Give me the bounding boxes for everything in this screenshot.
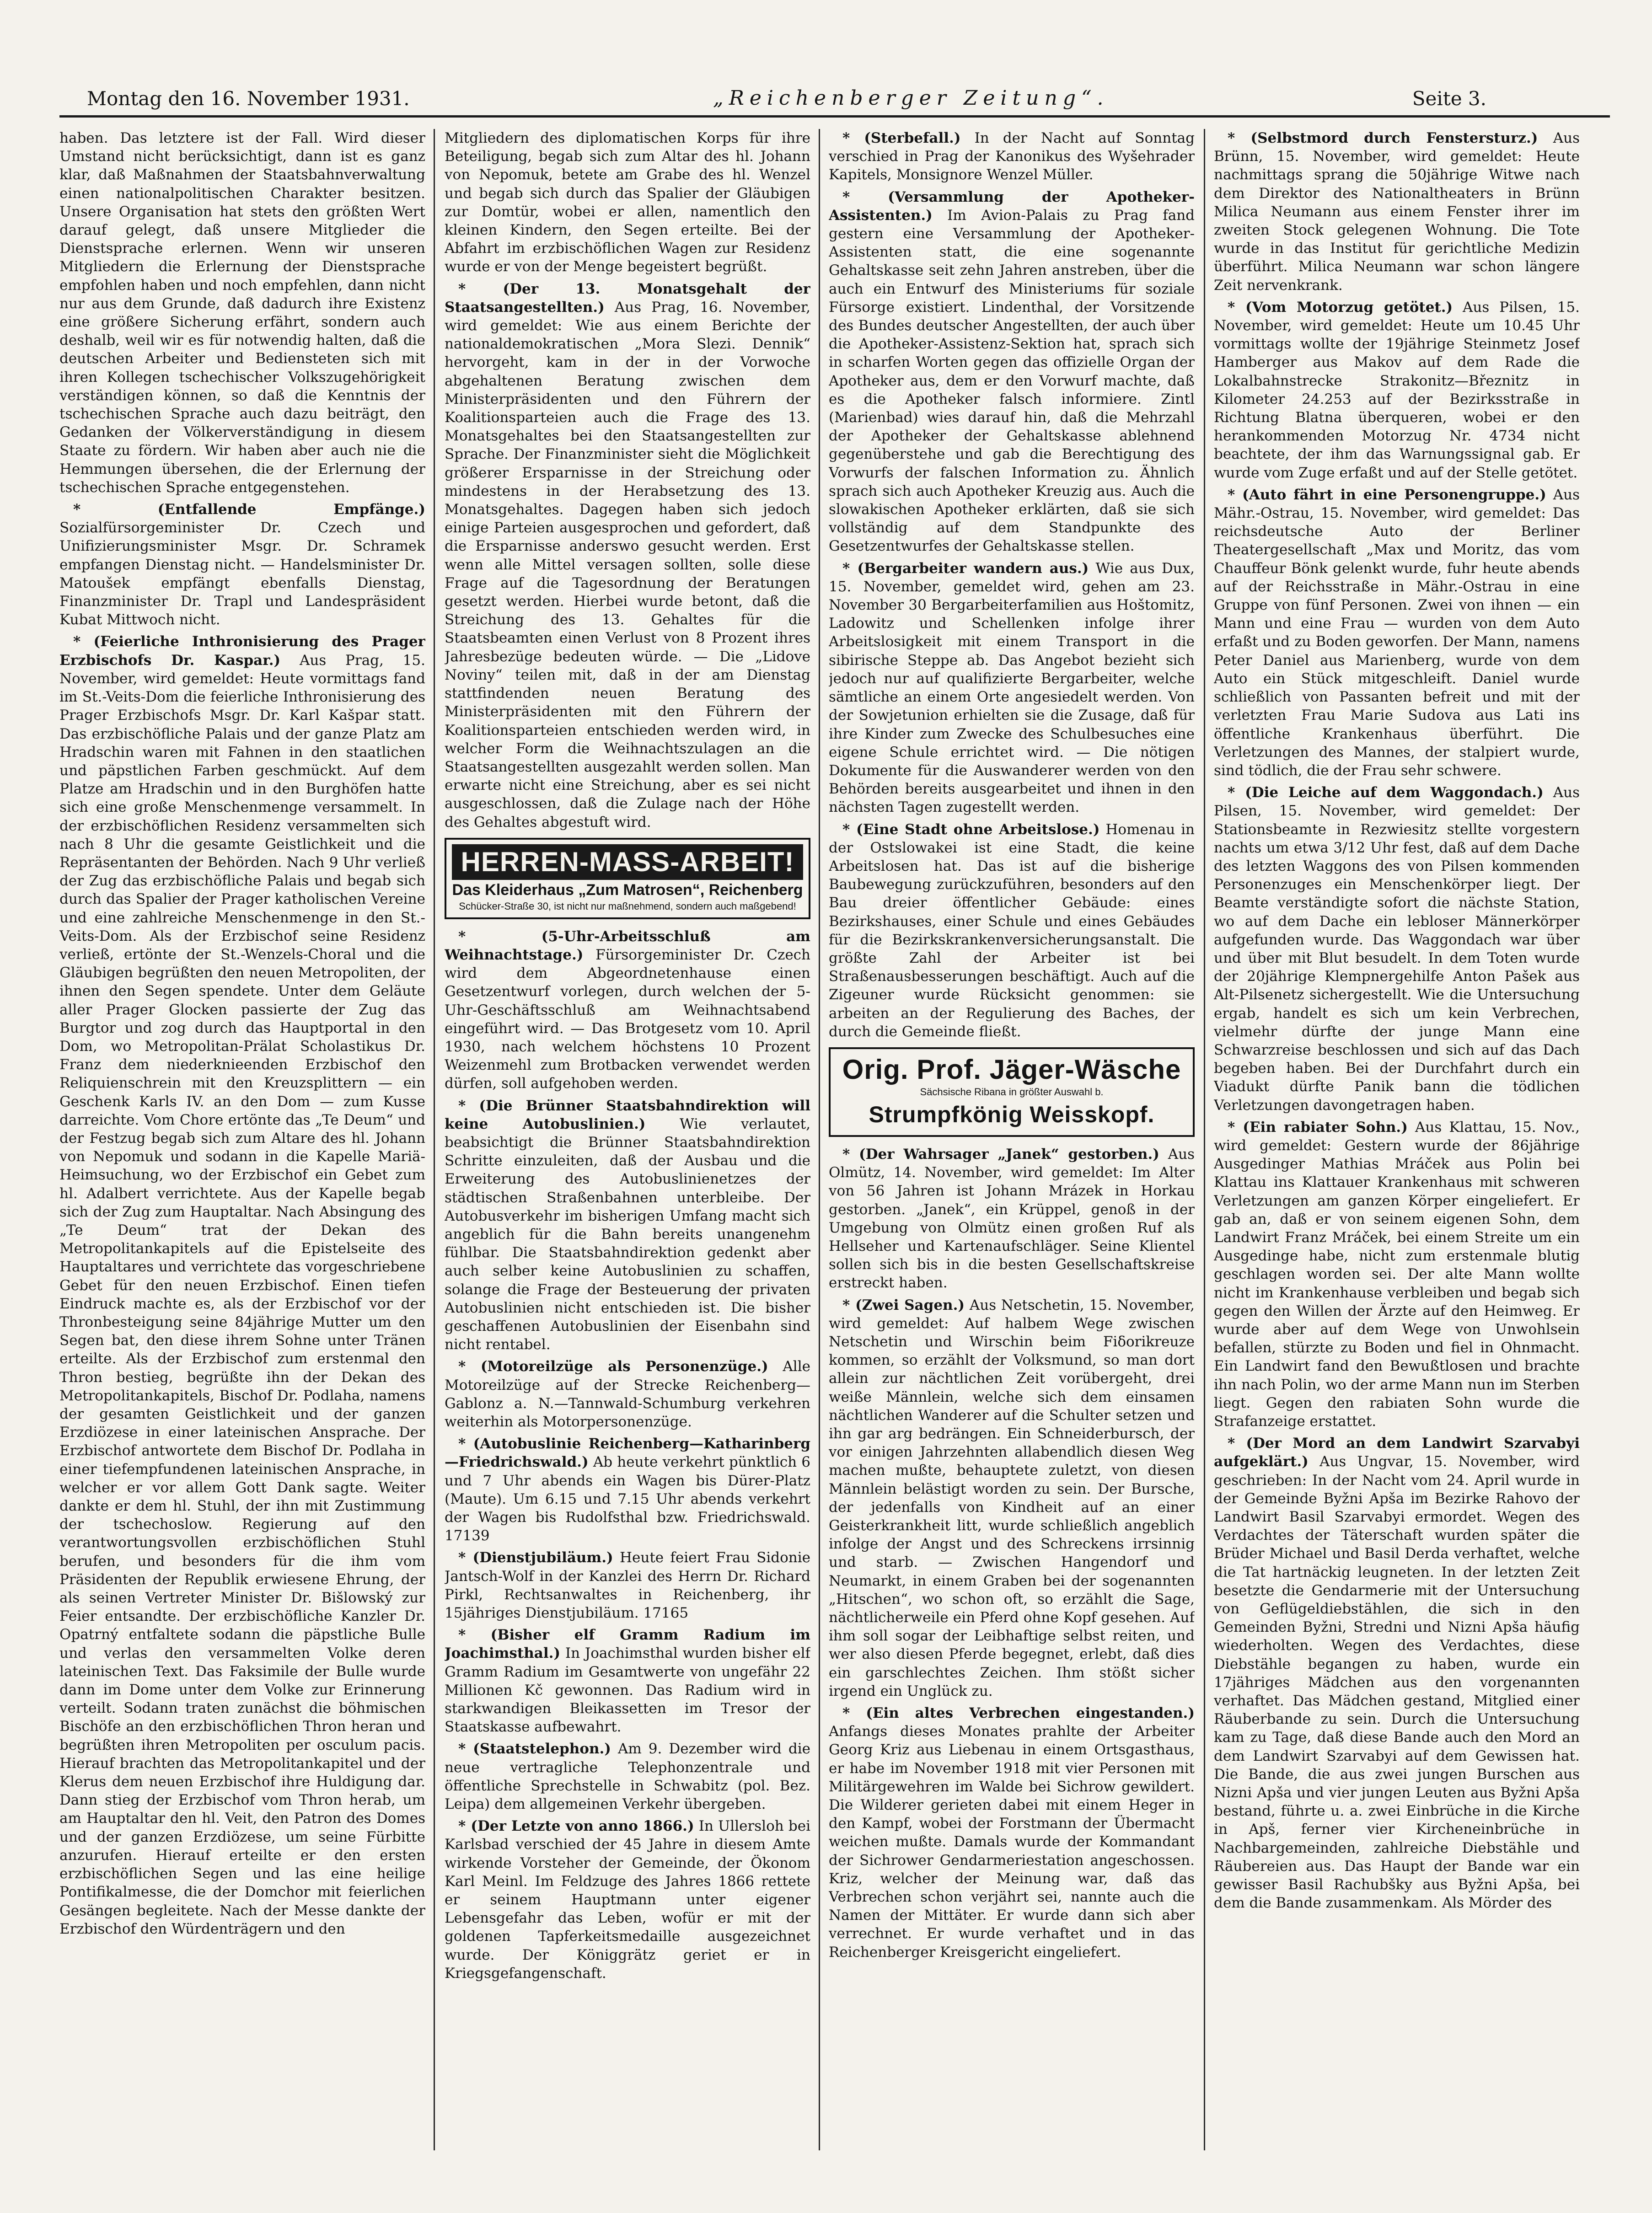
article (1214, 783, 1580, 1115)
article (1214, 1118, 1580, 1431)
article (829, 1296, 1195, 1700)
article-text: Wie aus Dux, 15. November, gemeldet wird, gehen am 23. November 30 Bergarbeiterfamilien aus Hoštomitz, Ladowitz und Schellenken infolge ihrer Arbeitslosigkeit mit einem Transport in die sibirische Steppe ab. Das Angebot bezieht sich jedoch nur auf qualifizierte Bergarbeiter, welche sämtliche an einem Orte angesiedelt werden. Von der Sowjetunion erhielten sie die Zusage, daß für ihre Kinder zum Zwecke des Schulbesuches eine eigene Schule errichtet wird. — Die nötigen Dokumente für die Auswanderer werden von den Behörden bereits ausgearbeitet und ihnen in den nächsten Tagen zugestellt werden. (829, 560, 1195, 816)
article-headline: * (Der Letzte von anno 1866.) (458, 1818, 694, 1835)
article-text: Heute feiert Frau Sidonie Jantsch-Wolf in der Kanzlei des Herrn Dr. Richard Pirkl, Rechtsanwaltes in Reichenberg, ihr 15jähriges Dienstjubiläum. 17165 (445, 1549, 810, 1622)
article-text: haben. Das letztere ist der Fall. Wird dieser Umstand nicht berücksichtigt, dann ist es ganz klar, daß Maßnahmen der Staatsbahnverwaltung einen nationalpolitischen Charakter besitzen. Unsere Organisation hat stets den größten Wert darauf gelegt, daß unsere Mitglieder die Dienstsprache erlernen. Wenn wir unseren Mitgliedern die Erlernung der Dienstsprache empfohlen haben und noch empfehlen, dann nicht nur aus dem Grunde, daß dadurch ihre Existenz eine größere Sicherung erfährt, sondern auch deshalb, weil wir es für notwendig halten, daß die deutschen Arbeiter und Bediensteten sich mit ihren Kollegen tschechischer Volkszugehörigkeit verständigen können, so daß die Kenntnis der tschechischen Sprache auch dazu beiträgt, den Gedanken der Völkerverständigung in diesem Staate zu fördern. Wir haben aber auch nie die Hemmungen übersehen, die der Erlernung der tschechischen Sprache entgegenstehen. (59, 130, 425, 496)
article-text: Aus Pilsen, 15. November, wird gemeldet: Der Stationsbeamte in Rezwiesitz stellte vorgestern nachts um etwa 3/12 Uhr fest, daß auf dem Dache des letzten Waggons des von Pilsen kommenden Personenzuges ein Menschenkörper liegt. Der Beamte verständigte sofort die nächste Station, wo auf dem Dache ein lebloser Männerkörper aufgefunden wurde. Das Waggondach war über und über mit Blut besudelt. In dem Toten wurde der 20jährige Klempnergehilfe Anton Pašek aus Alt-Pilsenetz sichergestellt. Wie die Untersuchung ergab, handelt es sich um kein Verbrechen, vielmehr dürfte der junge Mann eine Schwarzreise beschlossen und sich auf das Dach begeben haben. Bei der Durchfahrt durch ein Viadukt dürfte Panik bann die tödlichen Verletzungen davongetragen haben. (1214, 784, 1580, 1114)
article-headline: * (Der Mord an dem Landwirt Szarvabyi aufgeklärt.) (1214, 1435, 1580, 1470)
article-text: Alle Motoreilzüge auf der Strecke Reichenberg—Gablonz a. N.—Tannwald-Schumburg verkehren weiterhin als Motorpersonenzüge. (445, 1358, 810, 1430)
article-headline: * (Ein altes Verbrechen eingestanden.) (842, 1705, 1195, 1722)
article (445, 1097, 810, 1354)
article-headline: * (Vom Motorzug getötet.) (1228, 299, 1453, 316)
article-text: Sozialfürsorgeminister Dr. Czech und Unifizierungsminister Msgr. Dr. Schramek empfangen Dienstag nicht. — Handelsminister Dr. Matoušek empfängt ebenfalls Dienstag, Finanzminister Dr. Trapl und Landespräsident Kubat Mittwoch nicht. (59, 520, 425, 628)
column-4 (1214, 129, 1580, 2150)
article (59, 500, 425, 629)
column-divider (819, 129, 820, 2150)
paper-title: „Reichenberger Zeitung“. (713, 86, 1109, 110)
article-headline: * (Bergarbeiter wandern aus.) (842, 560, 1089, 577)
article (1214, 486, 1580, 780)
article-headline: * (Der Wahrsager „Janek“ gestorben.) (842, 1146, 1159, 1163)
article-text: Aus Prag, 15. November, wird gemeldet: Heute vormittags fand im St.-Veits-Dom die feierliche Inthronisierung des Prager Erzbischofs Msgr. Dr. Karl Kašpar statt. Das erzbischöfliche Palais und der ganze Platz am Hradschin waren mit Fahnen in den staatlichen und päpstlichen Farben geschmückt. Auf dem Platze am Hradschin und in den Burghöfen hatte sich eine große Menschenmenge versammelt. In der erzbischöflichen Residenz versammelten sich nach 8 Uhr die gesamte Geistlichkeit und die Repräsentanten der Behörden. Nach 9 Uhr verließ der Zug das erzbischöfliche Palais und begab sich durch das Spalier der Prager katholischen Vereine und eine zahlreiche Menschenmenge in den St.-Veits-Dom. Als der Erzbischof seine Residenz verließ, ertönte der St.-Wenzels-Choral und die Gläubigen begrüßten den neuen Metropoliten, der ihnen den Segen spendete. Unter dem Geläute aller Prager Glocken passierte der Zug das Burgtor und zog durch das Hauptportal in den Dom, wo Metropolitan-Prälat Scholastikus Dr. Franz dem niederknieenden Erzbischof den Reliquienschrein mit den Kreuzsplittern — ein Geschenk Karls IV. an den Dom — zum Kusse darreichte. Vom Chore ertönte das „Te Deum“ und der Festzug begab sich zum Altare des hl. Johann von Nepomuk und sodann in die Kapelle Mariä-Heimsuchung, wo der Erzbischof ein Gebet zum hl. Adalbert verrichtete. Aus der Kapelle begab sich der Zug zum Hauptaltar. Nach Absingung des „Te Deum“ trat der Dekan des Metropolitankapitels auf die Epistelseite des Hauptaltares und verrichtete das vorgeschriebene Gebet für den neuen Erzbischof. Einen tiefen Eindruck machte es, als der Erzbischof vor der Thronbesteigung seine 84jährige Mutter um den Segen bat, den diese ihrem Sohne unter Tränen erteilte. Als der Erzbischof zum erstenmal den Thron bestieg, begrüßte ihn der Dekan des Metropolitankapitels, Bischof Dr. Podlaha, namens der gesamten Geistlichkeit und der ganzen Erzdiözese in einer lateinischen Ansprache. Der Erzbischof antwortete dem Bischof Dr. Podlaha in einer tiefempfundenen lateinischen Ansprache, in welcher er vor allem Gott Dank sagte. Weiter dankte er dem hl. Stuhl, der ihn mit Zustimmung der tschechoslow. Regierung auf den verantwortungsvollen erzbischöflichen Stuhl berufen, und besonders für die ihm vom Präsidenten der Republik erwiesene Ehrung, der als seinen Vertreter Minister Dr. Bišlowský zur Feier entsandte. Der erzbischöfliche Kanzler Dr. Opatrný entfaltete sodann die päpstliche Bulle und verlas den versammelten Volke deren lateinischen Text. Das Faksimile der Bulle wurde dann im Dome unter dem Volke zur Erinnerung verteilt. Sodann traten zunächst die böhmischen Bischöfe an den erzbischöflichen Thron heran und begrüßten ihren Metropoliten per osculum pacis. Hierauf brachten das Metropolitankapitel und der Klerus dem neuen Erzbischof ihre Huldigung dar. Dann stieg der Erzbischof vom Thron herab, um am Hauptaltar den hl. Veit, den Patron des Domes und der ganzen Erzdiözese, um seine Fürbitte anzurufen. Hierauf erteilte er den ersten erzbischöflichen Segen und las eine heilige Pontifikalmesse, die der Domchor mit feierlichen Gesängen begleitete. Nach der Messe dankte der Erzbischof den Würdenträgern und den (59, 652, 425, 1937)
article (445, 1357, 810, 1431)
article-headline: * (Zwei Sagen.) (842, 1297, 965, 1313)
article-headline: * (Dienstjubiläum.) (458, 1549, 613, 1566)
ad-tagline: Sächsische Ribana in größter Auswahl b. (920, 1086, 1104, 1098)
article-text: In der Nacht auf Sonntag verschied in Prag der Kanonikus des Wyšehrader Kapitels, Monsignore Wenzel Müller. (829, 130, 1195, 183)
article-text: Im Avion-Palais zu Prag fand gestern eine Versammlung der Apotheker-Assistenten statt, die eine sogenannte Gehaltskasse seit zehn Jahren anstreben, über die auch ein Entwurf des Ministeriums für soziale Fürsorge existiert. Lindenthal, der Vorsitzende des Bundes deutscher Angestellten, der auch über die Apotheker-Assistenz-Sektion hat, sprach sich in scharfen Worten gegen das offizielle Organ der Apotheker aus, dem er den Vorwurf machte, daß es die Apotheker falsch informiere. Zintl (Marienbad) wies darauf hin, daß die Mehrzahl der Apotheker der Gehaltskasse ablehnend gegenüberstehe und gab die Berechtigung des Vorwurfs der falschen Information zu. Ähnlich sprach sich auch Apotheker Kreuzig aus. Auch die slowakischen Apotheker erklärten, daß sie sich vollständig auf dem Standpunkte des Gesetzentwurfes der Gehaltskasse stellen. (829, 207, 1195, 555)
article (445, 927, 810, 1093)
article (1214, 129, 1580, 295)
article (445, 1435, 810, 1545)
article-text: Wie verlautet, beabsichtigt die Brünner Staatsbahndirektion Schritte einzuleiten, daß der Ausbau und die Erweiterung des Autobuslinienetzes der städtischen Straßenbahnen unterbleibe. Der Autobusverkehr im bisherigen Umfang macht sich angeblich für die Bahn bereits unangenehm fühlbar. Die Staatsbahndirektion gedenkt aber auch selber keine Autobuslinien zu schaffen, solange die Frage der Besteuerung der privaten Autobuslinien nicht entschieden ist. Die bisher geschaffenen Autobuslinien der Eisenbahn sind nicht rentabel. (445, 1115, 810, 1353)
article-text: Aus Ungvar, 15. November, wird geschrieben: In der Nacht vom 24. April wurde in der Gemeinde Byžni Apša im Bezirke Rahovo der Landwirt Basil Szarvabyi ermordet. Wegen des Verdachtes der Täterschaft wurden später die Brüder Michael und Basil Derda verhaftet, welche die Tat hartnäckig leugneten. In der letzten Zeit besetzte die Gendarmerie mit der Untersuchung von Geflügeldiebstählen, die sich in den Gemeinden Byžni, Stredni und Nizni Apša häufig wiederholten. Wegen des Verdachtes, diese Diebstähle begangen zu haben, wurde ein 17jähriges Mädchen aus den vorgenannten verhaftet. Das Mädchen gestand, Mitglied einer Räuberbande zu sein. Durch die Untersuchung kam zu Tage, daß diese Bande auch den Mord an dem Landwirt Szarvabyi auf dem Gewissen hat. Die Bande, die aus zwei jungen Burschen aus Nizni Apša und vier jungen Leuten aus Byžni Apša bestand, führte u. a. zwei Einbrüche in die Kirche in Apš, ferner vier Kircheneinbrüche in Nachbargemeinden, zahlreiche Diebstähle und Räubereien aus. Das Haupt der Bande war ein gewisser Basil Rachubšky aus Byžni Apša, bei dem die Bande zusammenkam. Als Mörder des (1214, 1453, 1580, 1912)
column-2 (445, 129, 810, 2150)
header-rule (59, 115, 1610, 118)
article (829, 559, 1195, 817)
article (59, 632, 425, 1938)
article-text: In Ullersloh bei Karlsbad verschied der 45 Jahre in diesem Amte wirkende Vorsteher der Gemeinde, der Ökonom Karl Meinl. Im Feldzuge des Jahres 1866 rettete er seinem Hauptmann unter eigener Lebensgefahr das Leben, wofür er mit der goldenen Tapferkeitsmedaille ausgezeichnet wurde. Der Königgrätz geriet er in Kriegsgefangenschaft. (445, 1818, 810, 1982)
page-number: Seite 3. (1412, 87, 1486, 110)
column-divider (434, 129, 435, 2150)
article-headline: * (Der 13. Monatsgehalt der Staatsangestellten.) (445, 280, 810, 316)
article-headline: * (Die Brünner Staatsbahndirektion will keine Autobuslinien.) (445, 1097, 810, 1132)
advertisement-herren-mass-arbeit (445, 838, 810, 919)
article-text: Ab heute verkehrt pünktlich 6 und 7 Uhr abends ein Wagen bis Dürer-Platz (Maute). Um 6.15 und 7.15 Uhr abends verkehrt der Wagen bis Rudolfsthal bzw. Friedrichswald. 17139 (445, 1454, 810, 1544)
article-headline: * (Ein rabiater Sohn.) (1228, 1119, 1408, 1136)
article-headline: * (Motoreilzüge als Personenzüge.) (458, 1358, 768, 1375)
article-text: Aus Prag, 16. November, wird gemeldet: Wie aus einem Berichte der nationaldemokratischen „Mora Slezi. Dennik“ hervorgeht, kam in der in der Vorwoche abgehaltenen Beratung zwischen dem Ministerpräsidenten und den Führern der Koalitionsparteien auch die Frage des 13. Monatsgehaltes bei den Staatsangestellten zur Sprache. Der Finanzminister sieht die Möglichkeit größerer Ersparnisse in der Streichung oder mindestens in der Herabsetzung des 13. Monatsgehaltes. Dagegen haben sich jedoch einige Parteien ausgesprochen und gefordert, daß die Ersparnisse anderswo gesucht werden. Erst wenn alle Mittel versagen sollten, solle diese Frage auf die Tagesordnung der Beratungen gesetzt werden. Hierbei wurde betont, daß die Streichung des 13. Gehaltes für die Staatsbeamten einen Verlust von 8 Prozent ihres Jahresbezüge bedeuten würde. — Die „Lidove Noviny“ teilen mit, daß in der am Dienstag stattfindenden neuen Beratung des Ministerpräsidenten mit den Führern der Koalitionsparteien entschieden werden wird, in welcher Form die Weihnachtszulagen an die Staatsangestellten ausgezahlt werden sollen. Man erwarte nicht eine Streichung, aber es sei nicht ausgeschlossen, daß die Zulage nach der Höhe des Gehaltes abgestuft wird. (445, 299, 810, 831)
article-text: Fürsorgeminister Dr. Czech wird dem Abgeordnetenhause einen Gesetzentwurf vorlegen, durch welchen der 5-Uhr-Geschäftsschluß am Weihnachtsabend eingeführt wird. — Das Brotgesetz vom 10. April 1930, nach welchem höchstens 10 Prozent Weizenmehl zum Brotbacken verwendet werden dürfen, soll aufgehoben werden. (445, 946, 810, 1092)
article-headline: * (Entfallende Empfänge.) (73, 501, 425, 518)
column-divider (1204, 129, 1205, 2150)
ad-headline: HERREN-MASS-ARBEIT! (452, 844, 803, 880)
article-text: In Joachimsthal wurden bisher elf Gramm Radium im Gesamtwerte von ungefähr 22 Millionen Kč gewonnen. Das Radium wird in starkwandigen Bleikassetten im Tresor der Staatskasse aufbewahrt. (445, 1645, 810, 1736)
article-headline: * (Sterbefall.) (842, 130, 961, 146)
column-3 (829, 129, 1195, 2150)
article (829, 129, 1195, 184)
article (445, 1740, 810, 1813)
ad-shop-name: Strumpfkönig Weisskopf. (869, 1101, 1155, 1127)
article-text: Homenau in der Ostslowakei ist eine Stadt, die keine Arbeitslosen hat. Das ist auf die bisherige Baubewegung zurückzuführen, besonders auf den Bau dreier öffentlicher Gebäude: eines Bezirkshauses, einer Schule und eines Gebäudes für die Bezirkskrankenversicherungsanstalt. Die größte Zahl der Arbeiter ist bei Straßenausbesserungen beschäftigt. Auch auf die Zigeuner wurde Rücksicht genommen: sie arbeiten an der Regulierung des Baches, der durch die Gemeinde fließt. (829, 821, 1195, 1040)
ad-tagline: Schücker-Straße 30, ist nicht nur maßnehmend, sondern auch maßgebend! (459, 900, 796, 912)
article (829, 1145, 1195, 1292)
article-headline: * (Eine Stadt ohne Arbeitslose.) (842, 821, 1100, 838)
article (1214, 298, 1580, 482)
ad-shop-name: Das Kleiderhaus „Zum Matrosen“, Reichenberg (452, 881, 803, 899)
article (445, 1817, 810, 1983)
article-text: Aus Pilsen, 15. November, wird gemeldet: Heute um 10.45 Uhr vormittags wollte der 19jährige Steinmetz Josef Hamberger aus Makov auf dem Rade die Lokalbahnstrecke Strakonitz—Březnitz in Kilometer 24.253 auf der Bezirksstraße in Richtung Blatna überqueren, wobei er den herankommenden Motorzug Nr. 4734 nicht beachtete, der ihm das Warnungssignal gab. Er wurde vom Zuge erfaßt und auf der Stelle getötet. (1214, 299, 1580, 481)
masthead (87, 78, 1486, 110)
article-text: Aus Mähr.-Ostrau, 15. November, wird gemeldet: Das reichsdeutsche Auto der Berliner Theatergesellschaft „Max und Moritz, das vom Chauffeur Bönk gelenkt wurde, fuhr heute abends auf der Reichsstraße in Mähr.-Ostrau in eine Gruppe von fünf Personen. Zwei von ihnen — ein Mann und eine Frau — wurden von dem Auto erfaßt und zu Boden geworfen. Der Mann, namens Peter Daniel aus Marienberg, wurde von dem Auto ein Stück mitgeschleift. Daniel wurde schließlich von Passanten befreit und mit der verletzten Frau Marie Sudova aus Lati ins öffentliche Krankenhaus überführt. Die Verletzungen des Mannes, der stalpiert wurde, sind tödlich, die der Frau sehr schwere. (1214, 486, 1580, 779)
article-headline: * (Auto fährt in eine Personengruppe.) (1228, 486, 1546, 503)
article-text: Am 9. Dezember wird die neue vertragliche Telephonzentrale und öffentliche Sprechstelle in Schwabitz (pol. Bez. Leipa) dem allgemeinen Verkehr übergeben. (445, 1741, 810, 1813)
article-headline: * (Selbstmord durch Fenstersturz.) (1228, 130, 1538, 146)
article-text: Aus Klattau, 15. Nov., wird gemeldet: Gestern wurde der 86jährige Ausgedinger Mathias Mráček aus Polin bei Klattau ins Klattauer Krankenhaus mit schweren Verletzungen am ganzen Körper eingeliefert. Er gab an, daß er von seinem eigenen Sohn, dem Landwirt Franz Mráček, bei einem Streite um ein Ausgedinge habe, nicht zum erstenmale blutig geschlagen worden sei. Der alte Mann wollte nicht im Krankenhause verbleiben und begab sich gegen den Willen der Ärzte auf den Heimweg. Er wurde aber auf dem Wege von Unwohlsein befallen, stürzte zu Boden und fiel in Ohnmacht. Ein Landwirt fand den Bewußtlosen und brachte ihn nach Polin, wo der arme Mann nun im Sterben liegt. Gegen den rabiaten Sohn wurde die Strafanzeige erstattet. (1214, 1119, 1580, 1430)
article-headline: * (Staatstelephon.) (458, 1741, 611, 1758)
article-text: Aus Netschetin, 15. November, wird gemeldet: Auf halbem Wege zwischen Netschetin und Wirschin beim Fiδorikreuze kommen, so erzählt der Volksmund, so man dort allein zur nächtlichen Zeit vorübergeht, drei weiße Männlein, welche sich dem einsamen nächtlichen Wanderer auf die Schulter setzen und ihn gar arg bedrängen. Ein Schneiderbursch, der vor einigen Jahrzehnten allabendlich diesen Weg machen mußte, behauptete zuletzt, von diesen Männlein belästigt worden zu sein. Der Bursche, der jedenfalls von Kindheit auf an einer Geisterkrankheit litt, wurde schließlich angeblich infolge der Angst und des Schreckens irrsinnig und starb. — Zwischen Hangendorf und Neumarkt, in einem Graben bei der sogenannten „Hitschen“, wo schon oft, so erzählt die Sage, nächtlicherweile ein Pferd ohne Kopf gesehen. Auf ihm soll sogar der Leibhaftige selbst reiten, und wer also diesen Pferde begegnet, erlebt, daß dies ein garschlechtes Zeichen. Ihm stößt sicher irgend ein Unglück zu. (829, 1297, 1195, 1699)
issue-date: Montag den 16. November 1931. (87, 87, 410, 110)
article-text: Anfangs dieses Monates prahlte der Arbeiter Georg Kriz aus Liebenau in einem Ortsgasthaus, er habe im November 1918 mit vier Personen mit Militärgewehren im Walde bei Sichrow gewildert. Die Wilderer gerieten dabei mit einem Heger in den Kampf, wobei der Forstmann der Übermacht weichen mußte. Damals wurde der Kommandant der Sichrower Gendarmeriestation angeschossen. Kriz, welcher der Meinung war, daß das Verbrechen schon verjährt sei, nannte auch die Namen der Mittäter. Er wurde dann sich aber verrechnet. Er wurde verhaftet und in das Reichenberger Kreisgericht eingeliefert. (829, 1723, 1195, 1961)
article (829, 188, 1195, 556)
article-headline: * (Die Leiche auf dem Waggondach.) (1228, 784, 1544, 801)
article (829, 820, 1195, 1041)
column-1 (59, 129, 425, 2150)
advertisement-jaeger-waesche (829, 1047, 1195, 1137)
article-text: Aus Brünn, 15. November, wird gemeldet: Heute nachmittags sprang die 50jährige Witwe nach dem Direktor des Nationaltheaters in Brünn Milica Neumann aus einem Fenster ihrer im zweiten Stock gelegenen Wohnung. Die Tote wurde in das Institut für gerichtliche Medizin überführt. Milica Neumann war schon längere Zeit nervenkrank. (1214, 130, 1580, 294)
article-headline: * (Feierliche Inthronisierung des Prager Erzbischofs Dr. Kaspar.) (59, 633, 425, 669)
article (445, 280, 810, 831)
article-headline: * (Autobuslinie Reichenberg—Katharinberg—Friedrichswald.) (445, 1436, 810, 1471)
article-text: Aus Olmütz, 14. November, wird gemeldet: Im Alter von 56 Jahren ist Johann Mrázek in Horkau gestorben. „Janek“, ein Krüppel, genoß in der Umgebung von Olmütz einen großen Ruf als Hellseher und Kartenaufschläger. Seine Klientel sollen sich bis in die besten Gesellschaftskreise erstreckt haben. (829, 1146, 1195, 1291)
ad-headline: Orig. Prof. Jäger-Wäsche (842, 1054, 1181, 1085)
article-headline: * (Bisher elf Gramm Radium im Joachimsthal.) (445, 1627, 810, 1662)
article (829, 1704, 1195, 1961)
article-headline: * (Versammlung der Apotheker-Assistenten.) (829, 188, 1195, 224)
article-text: Mitgliedern des diplomatischen Korps für ihre Beteiligung, begab sich zum Altar des hl. Johann von Nepomuk, betete am Grabe des hl. Wenzel und begab sich durch das Spalier der Gläubigen zur Domtür, wobei er allen, namentlich den kleinen Kindern, den Segen erteilte. Bei der Abfahrt im erzbischöflichen Wagen zur Residenz wurde er von der Menge begeistert begrüßt. (445, 130, 810, 275)
article (445, 1549, 810, 1622)
article-headline: * (5-Uhr-Arbeitsschluß am Weihnachtstage.) (445, 928, 810, 963)
article (445, 1626, 810, 1736)
article (1214, 1434, 1580, 1912)
